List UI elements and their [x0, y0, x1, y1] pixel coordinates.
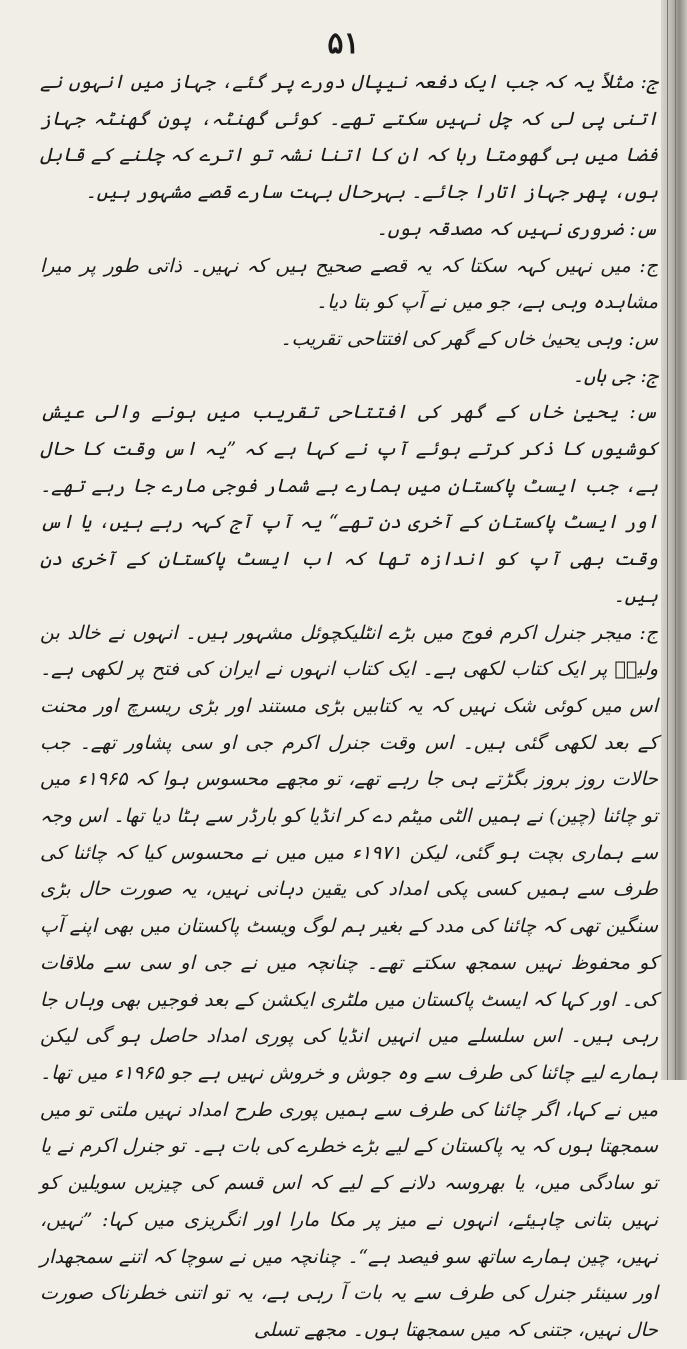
page-edge-line	[667, 0, 668, 1080]
page-edge-line	[675, 0, 676, 1080]
paragraph: ج: میں نہیں کہہ سکتا کہ یہ قصے صحیح ہیں کہ نہیں۔ ذاتی طور پر میرا مشاہدہ وہی ہے، جو میں نے آپ کو بتا دیا۔	[40, 254, 658, 314]
paragraph: ج: جی ہاں۔	[572, 364, 658, 387]
page-number: ۵۱	[327, 26, 360, 61]
paragraph: س: وہی یحییٰ خاں کے گھر کی افتتاحی تقریب۔	[280, 327, 658, 350]
paragraph: ج: مثلاً یہ کہ جب ایک دفعہ نیپال دورے پر گئے، جہاز میں انہوں نے اتنی پی لی کہ چل نہیں سکتے تھے۔ کوئی گھنٹہ، پون گھنٹہ جہاز فضا میں ہی گھومتا رہا کہ ان کا اتنا نشہ تو اترے کہ چلنے کے قابل ہوں، پھر جہاز اتارا جائے۔ بہرحال بہت سارے قصے مشہور ہیں۔	[40, 71, 658, 204]
paragraph: ج: میجر جنرل اکرم فوج میں بڑے انٹلیکچوئل مشہور ہیں۔ انہوں نے خالد بن ولیدؓ پر ایک کتاب لکھی ہے۔ ایک کتاب انہوں نے ایران کی فتح پر لکھی ہے۔ اس میں کوئی شک نہیں کہ یہ کتابیں بڑی مستند اور بڑی ریسرچ اور محنت کے بعد لکھی گئی ہیں۔ اس وقت جنرل اکرم جی او سی پشاور تھے۔ جب حالات روز بروز بگڑتے ہی جا رہے تھے، تو مجھے محسوس ہوا کہ ۱۹۶۵ء میں تو چائنا (چین) نے ہمیں الٹی میٹم دے کر انڈیا کو بارڈر سے ہٹا دیا تھا۔ اس وجہ سے ہماری بچت ہو گئی، لیکن ۱۹۷۱ء میں میں نے محسوس کیا کہ چائنا کی طرف سے ہمیں کسی پکی امداد کی یقین دہانی نہیں، یہ صورت حال بڑی سنگین تھی کہ چائنا کی مدد کے بغیر ہم لوگ ویسٹ پاکستان میں بھی اپنے آپ کو محفوظ نہیں سمجھ سکتے تھے۔ چنانچہ میں نے جی او سی سے ملاقات کی۔ اور کہا کہ ایسٹ پاکستان میں ملٹری ایکشن کے بعد فوجیں بھی وہاں جا رہی ہیں۔ اس سلسلے میں انہیں انڈیا کی پوری امداد حاصل ہو گی لیکن ہمارے لیے چائنا کی طرف سے وہ جوش و خروش نہیں ہے جو ۱۹۶۵ء میں تھا۔ میں نے کہا، اگر چائنا کی طرف سے ہمیں پوری طرح امداد نہیں ملتی تو میں سمجھتا ہوں کہ یہ پاکستان کے لیے بڑے خطرے کی بات ہے۔ تو جنرل اکرم نے یا تو سادگی میں، یا بھروسہ دلانے کے لیے کہ اس قسم کی چیزیں سویلین کو نہیں بتانی چاہیئے، انہوں نے میز پر مکا مارا اور انگریزی میں کہا: ”نہیں، نہیں، چین ہمارے ساتھ سو فیصد ہے“۔ چنانچہ میں نے سوچا کہ اتنے سمجھدار اور سینئر جنرل کی طرف سے یہ بات آ رہی ہے، یہ تو اتنی خطرناک صورت حال نہیں، جتنی کہ میں سمجھتا ہوں۔ مجھے تسلی	[40, 621, 658, 1341]
paragraph: س: ضروری نہیں کہ مصدقہ ہوں۔	[376, 217, 658, 240]
paragraph: س: یحییٰ خاں کے گھر کی افتتاحی تقریب میں ہونے والی عیش کوشیوں کا ذکر کرتے ہوئے آپ نے کہا ہے کہ ”یہ اس وقت کا حال ہے، جب ایسٹ پاکستان میں ہمارے بے شمار فوجی مارے جا رہے تھے۔ اور ایسٹ پاکستان کے آخری دن تھے“ یہ آپ آج کہہ رہے ہیں، یا اس وقت بھی آپ کو اندازہ تھا کہ اب ایسٹ پاکستان کے آخری دن ہیں۔	[40, 401, 658, 607]
page-edge	[661, 0, 687, 1080]
page-body	[40, 64, 658, 1349]
